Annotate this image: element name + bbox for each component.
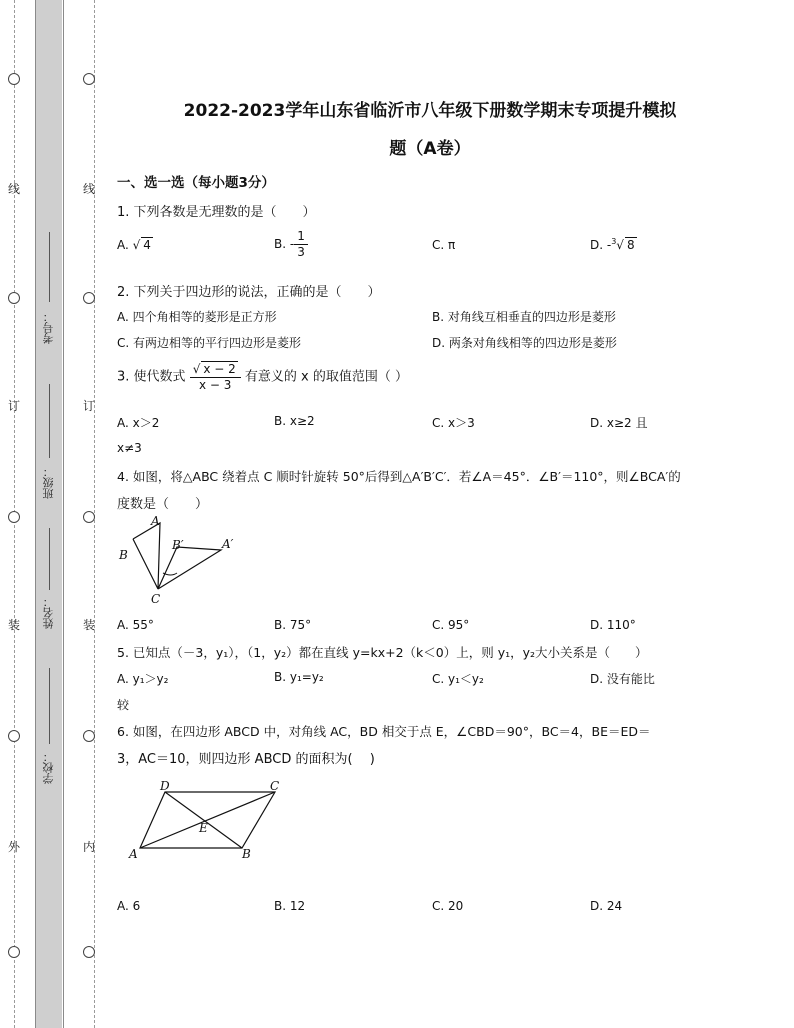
numerator: 1 bbox=[294, 229, 308, 245]
q1-option-a[interactable]: A. √ 4 bbox=[117, 238, 151, 252]
q4-option-b[interactable]: B. 75° bbox=[274, 618, 312, 632]
q4-rotation-figure bbox=[115, 515, 245, 605]
root-index: 3 bbox=[611, 237, 617, 246]
numerator: √ x − 2 bbox=[190, 361, 241, 378]
q3-option-a[interactable]: A. x＞2 bbox=[117, 416, 160, 430]
section-heading: 一、选一选（每小题3分） bbox=[117, 175, 275, 191]
option-label: B. - bbox=[274, 237, 295, 251]
binding-hole bbox=[8, 73, 20, 85]
q6-option-d[interactable]: D. 24 bbox=[590, 899, 623, 913]
q2-option-c[interactable]: C. 有两边相等的平行四边形是菱形 bbox=[117, 336, 302, 350]
exam-number-label: 考号： bbox=[42, 311, 55, 344]
q1-option-d[interactable]: D. -$^3$√ 8 bbox=[590, 237, 635, 252]
question-4-stem-line2: 度数是（ ） bbox=[117, 497, 209, 512]
label-b: B bbox=[242, 847, 251, 861]
label-c: C bbox=[270, 780, 280, 793]
q5-option-b[interactable]: B. y₁=y₂ bbox=[274, 670, 324, 684]
label-a: A bbox=[129, 847, 138, 861]
label-b: B bbox=[119, 548, 128, 562]
q6-option-a[interactable]: A. 6 bbox=[117, 899, 141, 913]
stem-prefix: 3. 使代数式 bbox=[117, 369, 186, 385]
option-label: A. bbox=[117, 238, 129, 252]
radicand: 8 bbox=[626, 238, 635, 252]
binding-hole bbox=[8, 292, 20, 304]
binding-hole bbox=[83, 946, 95, 958]
binding-mark-bind: 订 bbox=[7, 399, 20, 413]
label-e: E bbox=[199, 821, 208, 835]
label-a-prime: A′ bbox=[222, 537, 234, 551]
q2-option-a[interactable]: A. 四个角相等的菱形是正方形 bbox=[117, 310, 277, 324]
school-underline bbox=[49, 668, 50, 744]
q5-option-d[interactable]: D. 没有能比 bbox=[590, 672, 655, 686]
binding-mark-outside: 外 bbox=[7, 840, 20, 854]
label-c: C bbox=[151, 592, 161, 605]
question-6-stem-line1: 6. 如图，在四边形 ABCD 中，对角线 AC，BD 相交于点 E，∠CBD＝90°，BC＝4，BE＝ED＝ bbox=[117, 724, 651, 739]
stem-suffix: 有意义的 x 的取值范围（ ） bbox=[244, 369, 408, 385]
triangle-apbpc bbox=[158, 547, 221, 589]
paper-title-line2: 题（A卷） bbox=[389, 139, 471, 159]
question-3-stem bbox=[117, 361, 408, 393]
school-label: 学校： bbox=[42, 751, 55, 784]
q6-option-c[interactable]: C. 20 bbox=[432, 899, 464, 913]
binding-hole bbox=[83, 730, 95, 742]
q2-option-b[interactable]: B. 对角线互相垂直的四边形是菱形 bbox=[432, 310, 616, 324]
binding-hole bbox=[8, 511, 20, 523]
q3-option-c[interactable]: C. x＞3 bbox=[432, 416, 475, 430]
binding-hole bbox=[83, 511, 95, 523]
paper-title-line1: 2022-2023学年山东省临沂市八年级下册数学期末专项提升模拟 bbox=[183, 101, 677, 121]
q6-quadrilateral-figure bbox=[125, 780, 295, 862]
q5-option-d-continued: 较 bbox=[117, 698, 130, 712]
option-label: D. - bbox=[590, 238, 612, 252]
diagonal-ac bbox=[140, 792, 275, 848]
q6-option-b[interactable]: B. 12 bbox=[274, 899, 306, 913]
q4-option-d[interactable]: D. 110° bbox=[590, 618, 636, 632]
binding-mark-staple: 装 bbox=[7, 618, 20, 632]
q5-option-a[interactable]: A. y₁＞y₂ bbox=[117, 672, 169, 686]
fraction bbox=[294, 229, 308, 260]
binding-mark-line: 线 bbox=[82, 182, 95, 196]
binding-mark-staple: 装 bbox=[82, 618, 95, 632]
triangle-abc bbox=[133, 523, 160, 589]
q1-option-c[interactable]: C. π bbox=[432, 238, 456, 252]
label-b-prime: B′ bbox=[172, 538, 184, 552]
binding-mark-line: 线 bbox=[7, 182, 20, 196]
binding-hole bbox=[83, 292, 95, 304]
class-label: 班级： bbox=[42, 466, 55, 499]
binding-hole bbox=[8, 946, 20, 958]
question-6-stem-line2: 3，AC＝10，则四边形 ABCD 的面积为( ) bbox=[117, 752, 375, 767]
diagonal-bd bbox=[165, 792, 242, 848]
name-label: 姓名： bbox=[42, 596, 55, 629]
fraction bbox=[190, 361, 241, 393]
binding-rule-right bbox=[63, 0, 64, 1028]
binding-mark-bind: 订 bbox=[82, 399, 95, 413]
q3-option-d-continued: x≠3 bbox=[117, 441, 142, 455]
question-2-stem: 2. 下列关于四边形的说法，正确的是（ ） bbox=[117, 285, 381, 300]
q5-option-c[interactable]: C. y₁＜y₂ bbox=[432, 672, 484, 686]
question-4-stem-line1: 4. 如图，将△ABC 绕着点 C 顺时针旋转 50°后得到△A′B′C′．若∠A＝45°．∠B′＝110°，则∠BCA′的 bbox=[117, 469, 681, 484]
binding-mark-inside: 内 bbox=[82, 840, 95, 854]
q1-option-b[interactable] bbox=[274, 229, 308, 260]
binding-hole bbox=[8, 730, 20, 742]
q3-option-d[interactable]: D. x≥2 且 bbox=[590, 416, 648, 430]
label-a: A bbox=[151, 515, 160, 528]
name-underline bbox=[49, 528, 50, 590]
binding-hole bbox=[83, 73, 95, 85]
q2-option-d[interactable]: D. 两条对角线相等的四边形是菱形 bbox=[432, 336, 617, 350]
class-underline bbox=[49, 384, 50, 458]
question-5-stem: 5. 已知点（－3，y₁），（1，y₂）都在直线 y=kx+2（k＜0）上，则 y₁，y₂大小关系是（ ） bbox=[117, 645, 648, 660]
exam-number-underline bbox=[49, 232, 50, 302]
label-d: D bbox=[160, 780, 170, 793]
q3-option-b[interactable]: B. x≥2 bbox=[274, 414, 315, 428]
question-1-stem: 1. 下列各数是无理数的是（ ） bbox=[117, 205, 316, 220]
radicand: x − 2 bbox=[203, 362, 236, 376]
q4-option-c[interactable]: C. 95° bbox=[432, 618, 470, 632]
radicand: 4 bbox=[143, 238, 151, 252]
denominator: x − 3 bbox=[199, 378, 232, 392]
q4-option-a[interactable]: A. 55° bbox=[117, 618, 154, 632]
binding-gutter bbox=[36, 0, 62, 1028]
denominator: 3 bbox=[297, 245, 305, 259]
